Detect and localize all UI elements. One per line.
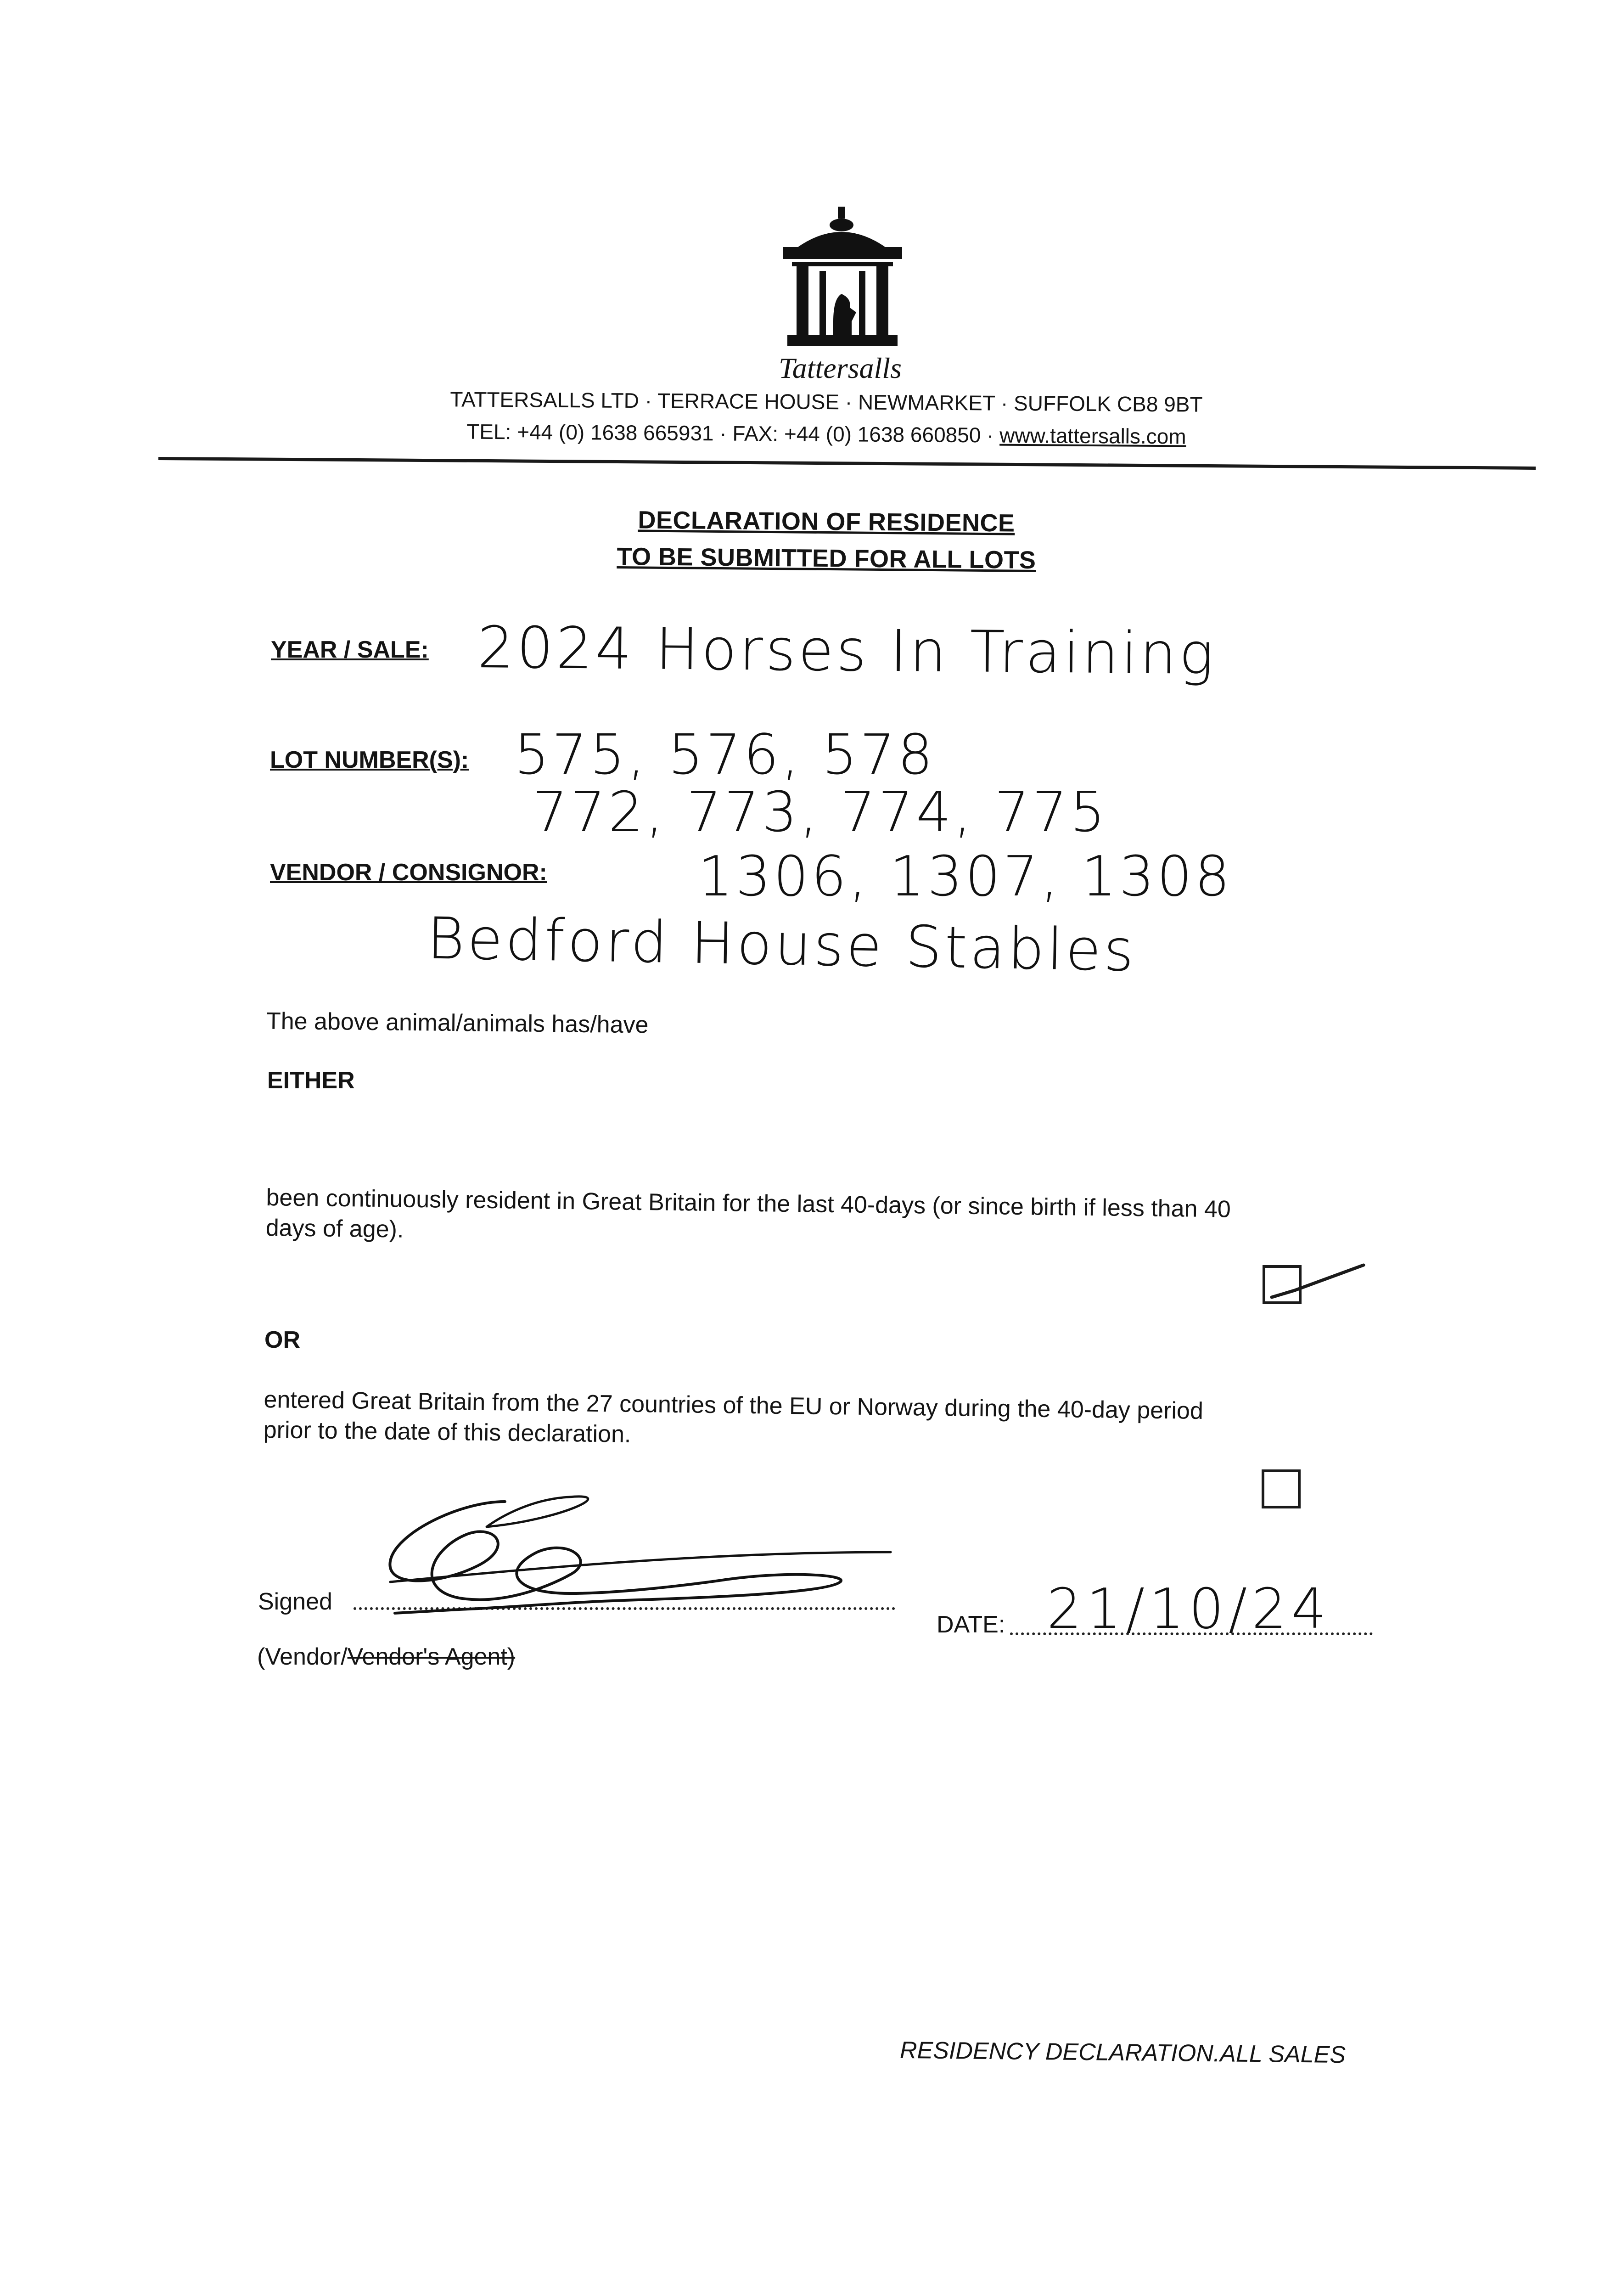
role-vendor: (Vendor/ [257, 1643, 348, 1670]
year-sale-label: YEAR / SALE: [271, 636, 429, 663]
year-sale-value[interactable]: 2024 Horses In Training [477, 614, 1217, 688]
vendor-value[interactable]: Bedford House Stables [426, 905, 1137, 985]
option-2-checkbox[interactable] [1262, 1469, 1301, 1508]
company-contact [367, 418, 1285, 450]
signed-label-text: Signed [258, 1588, 332, 1615]
signed-label [258, 1587, 332, 1617]
checkmark-icon [1267, 1258, 1368, 1309]
option-2-text [263, 1384, 1411, 1459]
option-1-text [265, 1182, 1414, 1257]
date-label: DATE: [937, 1611, 1005, 1638]
intro-text: The above animal/animals has/have [266, 1007, 649, 1039]
company-address: TATTERSALLS LTD · TERRACE HOUSE · NEWMARKET · SUFFOLK CB8 9BT [450, 387, 1203, 416]
vendor-label: VENDOR / CONSIGNOR: [270, 859, 547, 886]
signature-scribble[interactable] [376, 1483, 904, 1635]
form-footer: RESIDENCY DECLARATION.ALL SALES [899, 2037, 1346, 2069]
option-1-line-2: days of age). [265, 1214, 404, 1243]
lot-numbers-line-3[interactable]: 1306, 1307, 1308 [698, 845, 1233, 909]
brand-name: Tattersalls [779, 352, 902, 384]
website-link[interactable]: www.tattersalls.com [999, 423, 1186, 449]
contact-phone-fax: TEL: +44 (0) 1638 665931 · FAX: +44 (0) 1638 660850 · [466, 419, 1000, 447]
either-heading: EITHER [267, 1067, 355, 1094]
option-2-line-1: entered Great Britain from the 27 countries of the EU or Norway during the 40-day period [264, 1386, 1204, 1424]
tattersalls-logo [764, 207, 920, 354]
document-title: DECLARATION OF RESIDENCE [638, 506, 1015, 537]
role-vendors-agent-struck: Vendor's Agent) [347, 1643, 516, 1670]
lot-numbers-label: LOT NUMBER(S): [270, 747, 469, 773]
lot-numbers-line-2[interactable]: 772, 773, 774, 775 [533, 781, 1108, 844]
document-subtitle: TO BE SUBMITTED FOR ALL LOTS [617, 543, 1036, 574]
option-1-line-1: been continuously resident in Great Britain for the last 40-days (or since birth if less than 40 [266, 1184, 1231, 1223]
or-heading: OR [264, 1327, 300, 1353]
option-2-line-2: prior to the date of this declaration. [263, 1416, 631, 1448]
date-value[interactable]: 21/10/24 [1047, 1577, 1331, 1641]
header-divider [158, 457, 1536, 470]
lot-numbers-line-1[interactable]: 575, 576, 578 [514, 723, 936, 787]
signatory-role [257, 1642, 515, 1672]
